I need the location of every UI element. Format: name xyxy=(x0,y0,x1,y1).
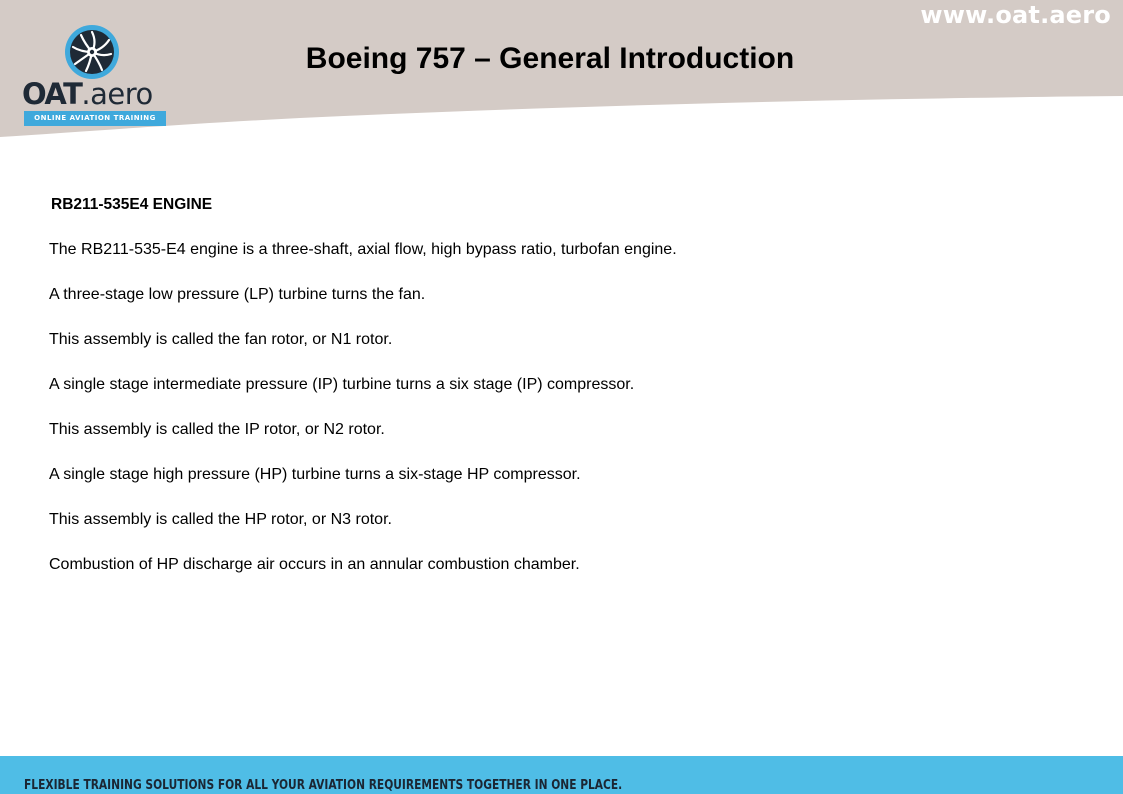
paragraph-8: Combustion of HP discharge air occurs in an annular combustion chamber. xyxy=(49,556,580,573)
footer-slogan: FLEXIBLE TRAINING SOLUTIONS FOR ALL YOUR AVIATION REQUIREMENTS TOGETHER IN ONE PLACE. xyxy=(24,778,623,793)
logo-tagline: ONLINE AVIATION TRAINING xyxy=(24,111,166,126)
paragraph-2: A three-stage low pressure (LP) turbine turns the fan. xyxy=(49,286,426,303)
logo-wordmark xyxy=(22,78,168,110)
paragraph-1: The RB211-535-E4 engine is a three-shaft, axial flow, high bypass ratio, turbofan engine. xyxy=(49,241,677,258)
paragraph-5: This assembly is called the IP rotor, or N2 rotor. xyxy=(49,421,385,438)
footer-banner xyxy=(0,756,1123,794)
logo-tld: .aero xyxy=(81,77,153,111)
site-url: www.oat.aero xyxy=(920,1,1111,29)
oat-aero-logo xyxy=(22,24,168,128)
paragraph-4: A single stage intermediate pressure (IP) turbine turns a six stage (IP) compressor. xyxy=(49,376,635,393)
paragraph-7: This assembly is called the HP rotor, or N3 rotor. xyxy=(49,511,392,528)
paragraph-6: A single stage high pressure (HP) turbine turns a six-stage HP compressor. xyxy=(49,466,581,483)
section-heading: RB211-535E4 ENGINE xyxy=(51,196,213,213)
turbine-fan-icon xyxy=(64,24,120,80)
logo-brand: OAT xyxy=(22,77,82,111)
slide-content xyxy=(49,194,1049,576)
paragraph-3: This assembly is called the fan rotor, or N1 rotor. xyxy=(49,331,393,348)
page-title: Boeing 757 – General Introduction xyxy=(305,42,795,75)
